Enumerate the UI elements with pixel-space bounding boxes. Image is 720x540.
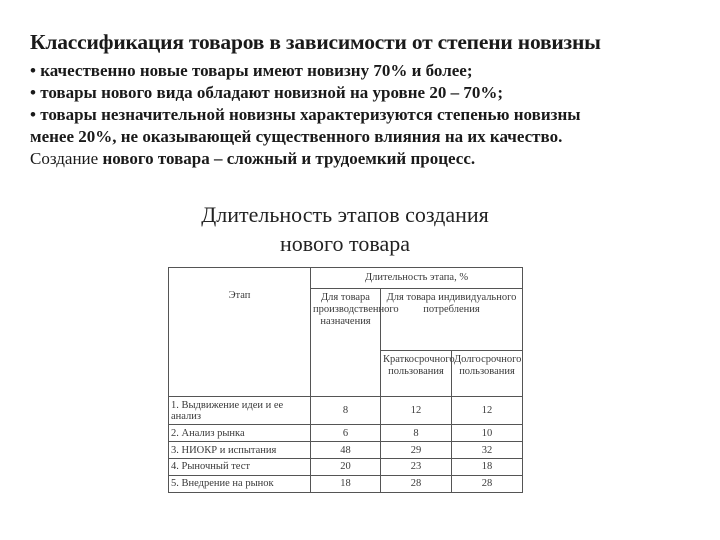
table-row bbox=[169, 458, 523, 475]
cell-industrial: 8 bbox=[311, 397, 381, 425]
cell-long-term: 10 bbox=[452, 425, 523, 442]
cell-short-term: 28 bbox=[381, 475, 452, 492]
cell-short-term: 8 bbox=[381, 425, 452, 442]
stage-duration-table bbox=[168, 267, 523, 493]
header-industrial: Для товара производственного назначения bbox=[311, 289, 381, 397]
bullet-minor-novelty: • товары незначительной новизны характеризуются степенью новизны bbox=[30, 105, 581, 124]
cell-short-term: 29 bbox=[381, 442, 452, 459]
cell-long-term: 18 bbox=[452, 458, 523, 475]
header-long-term: Долгосрочного пользования bbox=[452, 350, 523, 397]
cell-industrial: 20 bbox=[311, 458, 381, 475]
row-stage-label: 4. Рыночный тест bbox=[169, 458, 311, 475]
table-heading-line-2: нового товара bbox=[280, 231, 410, 256]
table-row bbox=[169, 475, 523, 492]
classification-text bbox=[30, 60, 700, 170]
stage-duration-table-container bbox=[168, 267, 522, 493]
header-individual: Для товара индивидуального потребления bbox=[381, 289, 523, 351]
bullet-minor-novelty-continued: менее 20%, не оказывающей существенного влияния на их качество. bbox=[30, 127, 563, 146]
conclusion-bold: нового товара – сложный и трудоемкий процесс. bbox=[102, 149, 476, 168]
cell-long-term: 12 bbox=[452, 397, 523, 425]
row-stage-label: 3. НИОКР и испытания bbox=[169, 442, 311, 459]
row-stage-label: 2. Анализ рынка bbox=[169, 425, 311, 442]
cell-long-term: 28 bbox=[452, 475, 523, 492]
conclusion-line bbox=[30, 148, 700, 170]
cell-industrial: 48 bbox=[311, 442, 381, 459]
cell-industrial: 6 bbox=[311, 425, 381, 442]
header-duration: Длительность этапа, % bbox=[311, 268, 523, 289]
bullet-qualitatively-new: • качественно новые товары имеют новизну 70% и более; bbox=[30, 61, 473, 80]
cell-industrial: 18 bbox=[311, 475, 381, 492]
table-row bbox=[169, 442, 523, 459]
header-stage: Этап bbox=[169, 268, 311, 397]
table-row bbox=[169, 425, 523, 442]
slide-title: Классификация товаров в зависимости от степени новизны bbox=[30, 30, 601, 54]
table-row bbox=[169, 397, 523, 425]
cell-short-term: 12 bbox=[381, 397, 452, 425]
conclusion-prefix: Создание bbox=[30, 149, 103, 168]
row-stage-label: 1. Выдвижение идеи и ее анализ bbox=[169, 397, 311, 425]
table-heading bbox=[140, 200, 550, 258]
cell-long-term: 32 bbox=[452, 442, 523, 459]
row-stage-label: 5. Внедрение на рынок bbox=[169, 475, 311, 492]
table-heading-line-1: Длительность этапов создания bbox=[201, 202, 489, 227]
cell-short-term: 23 bbox=[381, 458, 452, 475]
header-short-term: Краткосрочного пользования bbox=[381, 350, 452, 397]
bullet-new-type: • товары нового вида обладают новизной на уровне 20 – 70%; bbox=[30, 83, 503, 102]
